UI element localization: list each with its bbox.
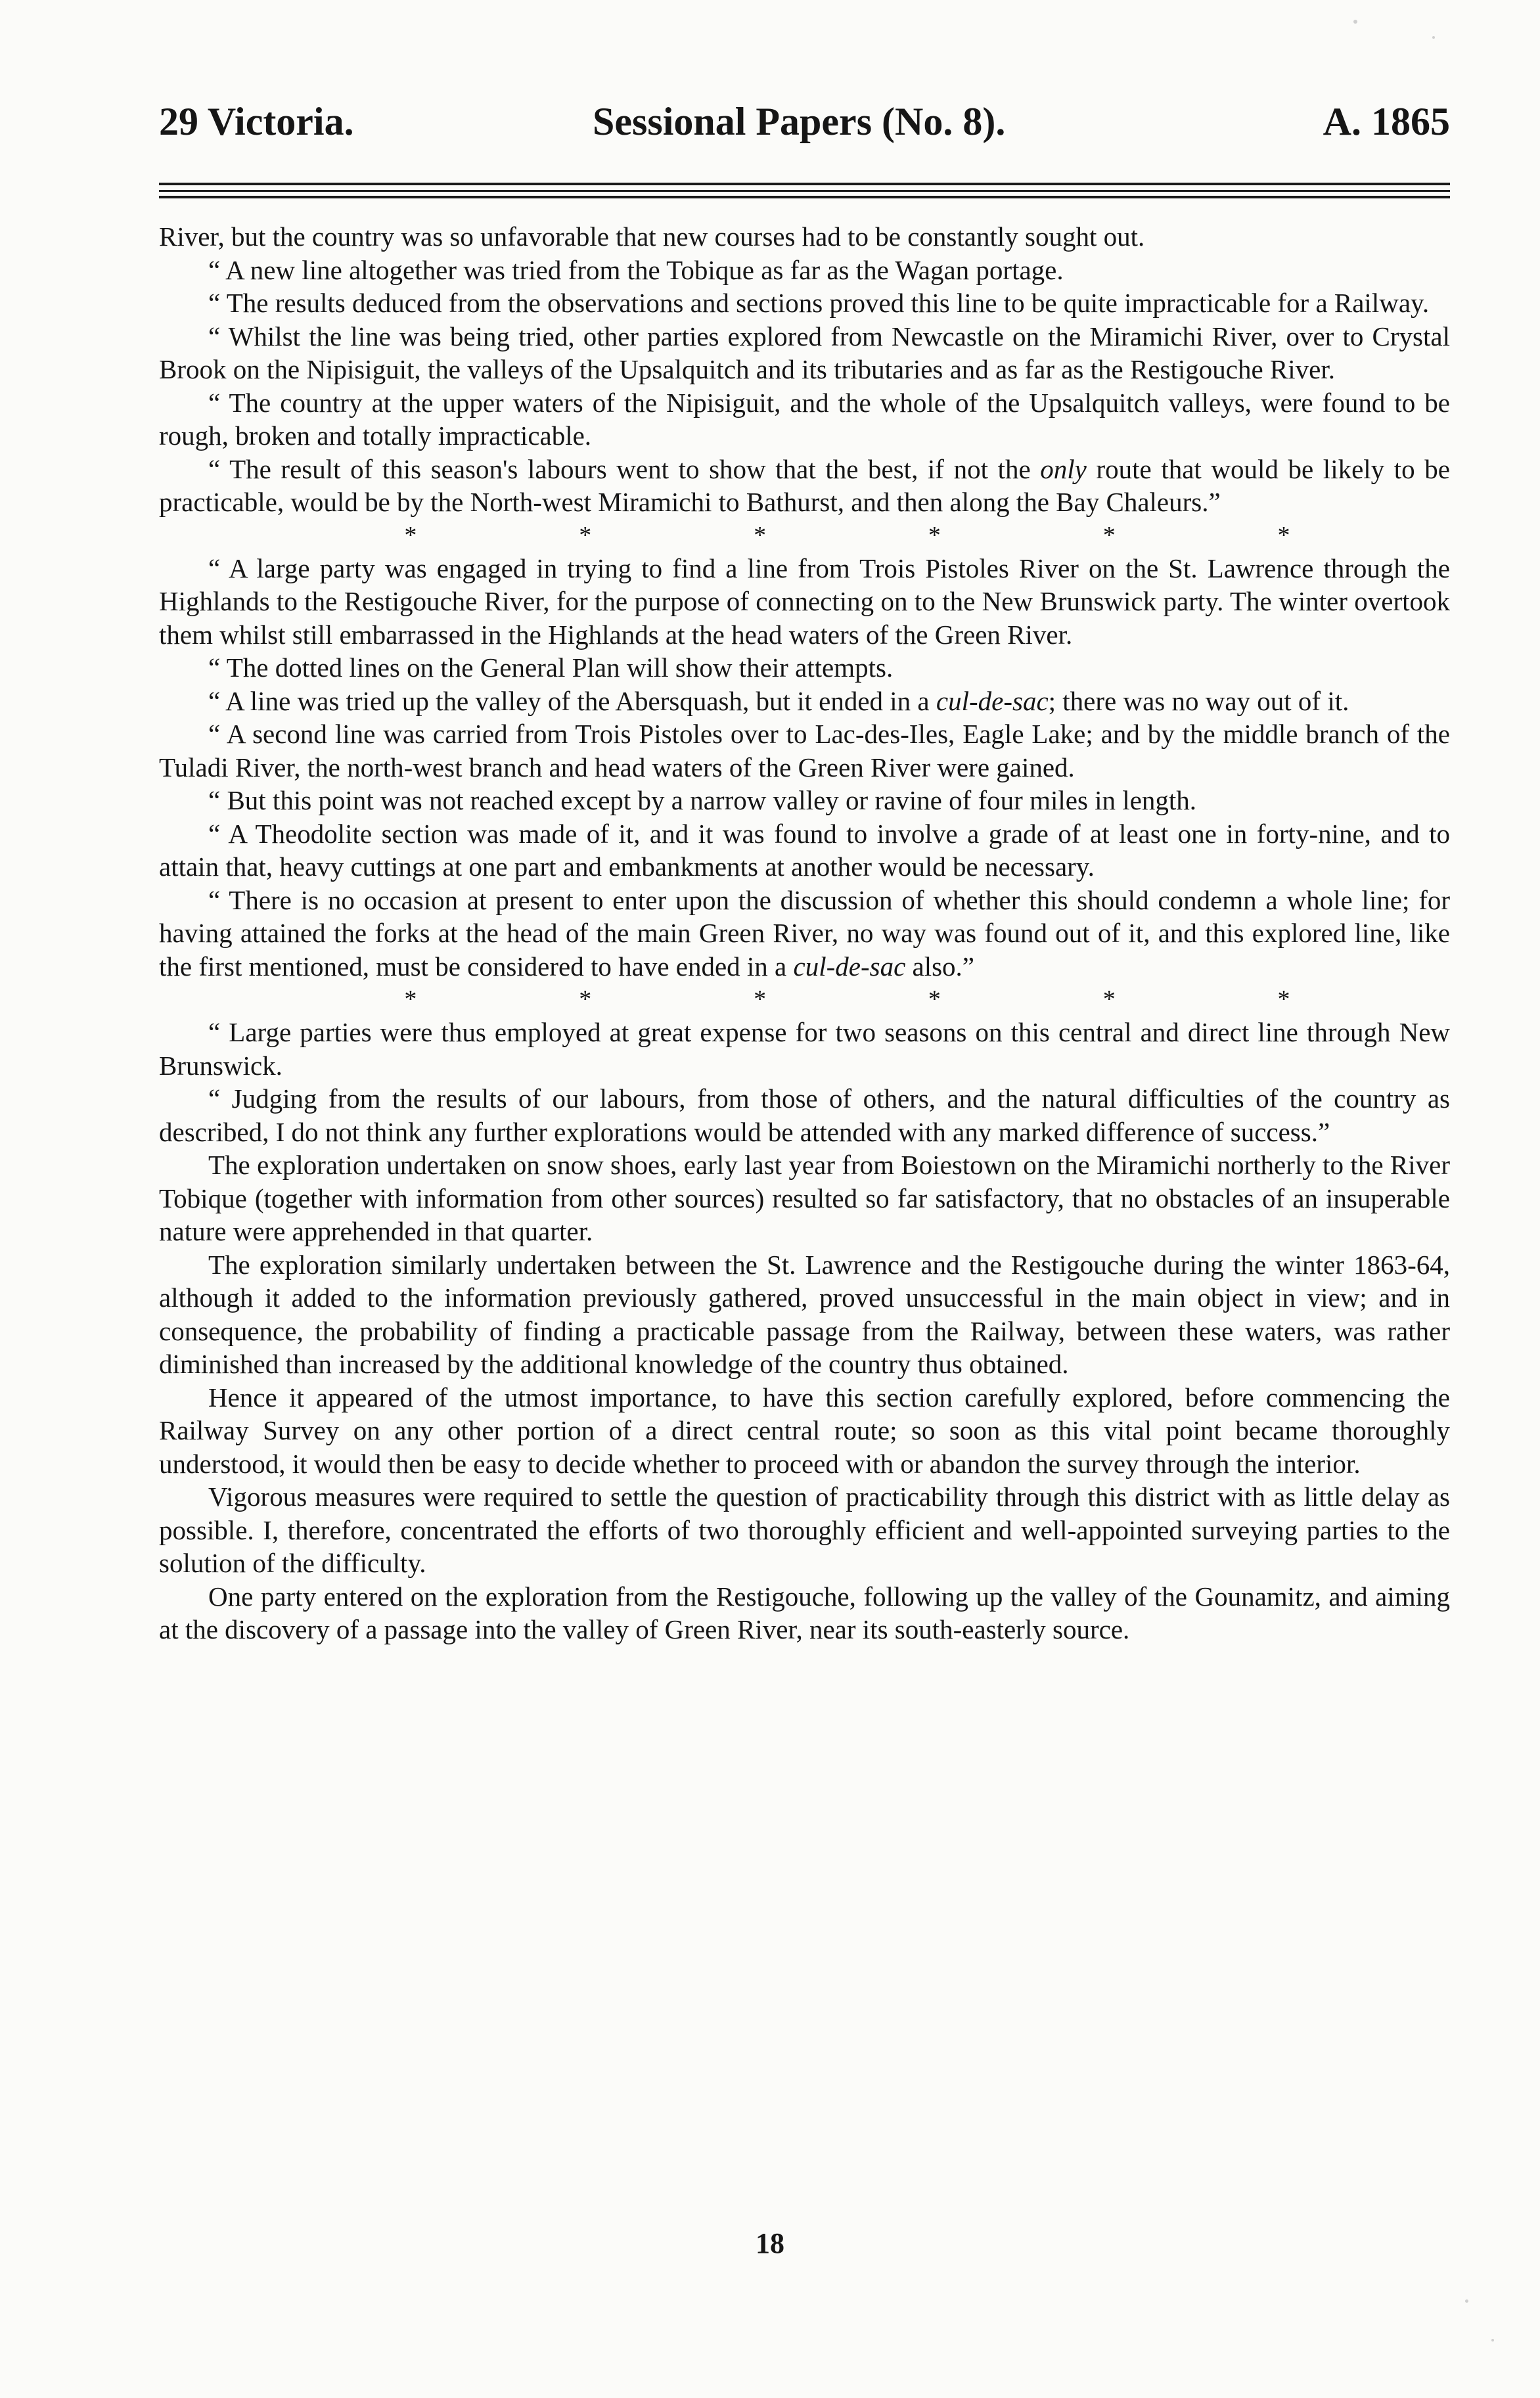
header-rule [159, 196, 1450, 198]
paragraph: Hence it appeared of the utmost importance, to have this section carefully explored, before commencing the Railway Survey on any other portion of a direct central route; so soon as this vital point became thoroughly understood, it would then be easy to decide whether to proceed with or abandon the survey through the interior. [159, 1382, 1450, 1479]
paragraph: The exploration undertaken on snow shoes, early last year from Boiestown on the Miramichi northerly to the River Tobique (together with information from other sources) resulted so far satisfactory, that no obstacles of an insuperable nature were apprehended in that quarter. [159, 1150, 1450, 1246]
asterisk: * [404, 985, 417, 1013]
scan-speck [1465, 2299, 1468, 2303]
paragraph: The exploration similarly undertaken between the St. Lawrence and the Restigouche during the winter 1863-64, although it added to the information previously gathered, proved unsuccessful in the main object in view; and in consequence, the probability of finding a practicable passage from the Railway, between these waters, was rather diminished than increased by the additional knowledge of the country thus obtained. [159, 1249, 1450, 1379]
paragraph: “ The results deduced from the observations and sections proved this line to be quite impracticable for a Railway. [208, 288, 1430, 318]
asterisk: * [928, 985, 941, 1013]
paragraph: “ A Theodolite section was made of it, and it was found to involve a grade of at least one in forty-nine, and to attain that, heavy cuttings at one part and embankments at another would be necessary. [159, 818, 1450, 882]
paragraph: “ A large party was engaged in trying to find a line from Trois Pistoles River on the St. Lawrence through the Highlands to the Restigouche River, for the purpose of connecting on to the New Brunswick party. The winter overtook them whilst still embarrassed in the Highlands at the head waters of the Green River. [159, 553, 1450, 650]
scan-speck [1491, 2339, 1494, 2341]
paragraph: Vigorous measures were required to settle the question of practicability through this district with as little delay as possible. I, therefore, concentrated the efforts of two thoroughly efficient and well-appointed surveying parties to the solution of the difficulty. [159, 1482, 1450, 1578]
asterisk: * [404, 521, 417, 549]
paragraph: “ The dotted lines on the General Plan will show their attempts. [208, 652, 894, 683]
body-text [159, 220, 1450, 1646]
page-number: 18 [756, 2227, 784, 2259]
paragraph: “ Judging from the results of our labours, from those of others, and the natural difficulties of the country as described, I do not think any further explorations would be attended with any marked difference of success.” [159, 1083, 1450, 1147]
asterisk: * [1102, 521, 1116, 549]
asterisk: * [754, 521, 767, 549]
paragraph: “ A second line was carried from Trois Pistoles over to Lac-des-Iles, Eagle Lake; and by the middle branch of the Tuladi River, the north-west branch and head waters of the Green River were gained. [159, 719, 1450, 782]
paragraph: River, but the country was so unfavorable that new courses had to be constantly sought out. [159, 221, 1145, 252]
paragraph: One party entered on the exploration from the Restigouche, following up the valley of the Gounamitz, and aiming at the discovery of a passage into the valley of Green River, near its south-easterly source. [159, 1581, 1450, 1644]
header-session: 29 Victoria. [159, 100, 354, 143]
asterisk: * [754, 985, 767, 1013]
paragraph: “ The result of this season's labours went to show that the best, if not the only route that would be likely to be practicable, would be by the North-west Miramichi to Bathurst, and then along the Bay Chaleurs.” [159, 453, 1450, 517]
asterisk: * [928, 521, 941, 549]
paragraph: “ The country at the upper waters of the Nipisiguit, and the whole of the Upsalquitch valleys, were found to be rough, broken and totally impracticable. [159, 387, 1450, 451]
paragraph: “ Whilst the line was being tried, other parties explored from Newcastle on the Miramichi River, over to Crystal Brook on the Nipisiguit, the valleys of the Upsalquitch and its tributaries and as far as the Restigouche River. [159, 321, 1450, 384]
paragraph: “ A new line altogether was tried from the Tobique as far as the Wagan portage. [208, 254, 1064, 285]
scan-speck [1432, 36, 1435, 39]
scan-speck [1353, 20, 1357, 24]
asterisk: * [579, 985, 592, 1013]
header-rule [159, 190, 1450, 192]
asterisk: * [1277, 521, 1290, 549]
section-break [159, 983, 1450, 1016]
header-title: Sessional Papers (No. 8). [593, 100, 1006, 143]
header-year: A. 1865 [1323, 100, 1450, 143]
paragraph: “ But this point was not reached except by a narrow valley or ravine of four miles in length. [208, 785, 1197, 815]
paragraph: “ A line was tried up the valley of the Abersquash, but it ended in a cul-de-sac; there was no way out of it. [208, 685, 1349, 716]
asterisk: * [579, 521, 592, 549]
asterisk: * [1102, 985, 1116, 1013]
asterisk: * [1277, 985, 1290, 1013]
paragraph: “ Large parties were thus employed at great expense for two seasons on this central and direct line through New Brunswick. [159, 1017, 1450, 1081]
header-rule [159, 183, 1450, 185]
section-break [159, 519, 1450, 552]
page-header [159, 92, 1450, 151]
paragraph: “ There is no occasion at present to enter upon the discussion of whether this should condemn a whole line; for having attained the forks at the head of the main Green River, no way was found out of it, and this explored line, like the first mentioned, must be considered to have ended in a cul-de-sac also.” [159, 884, 1450, 982]
